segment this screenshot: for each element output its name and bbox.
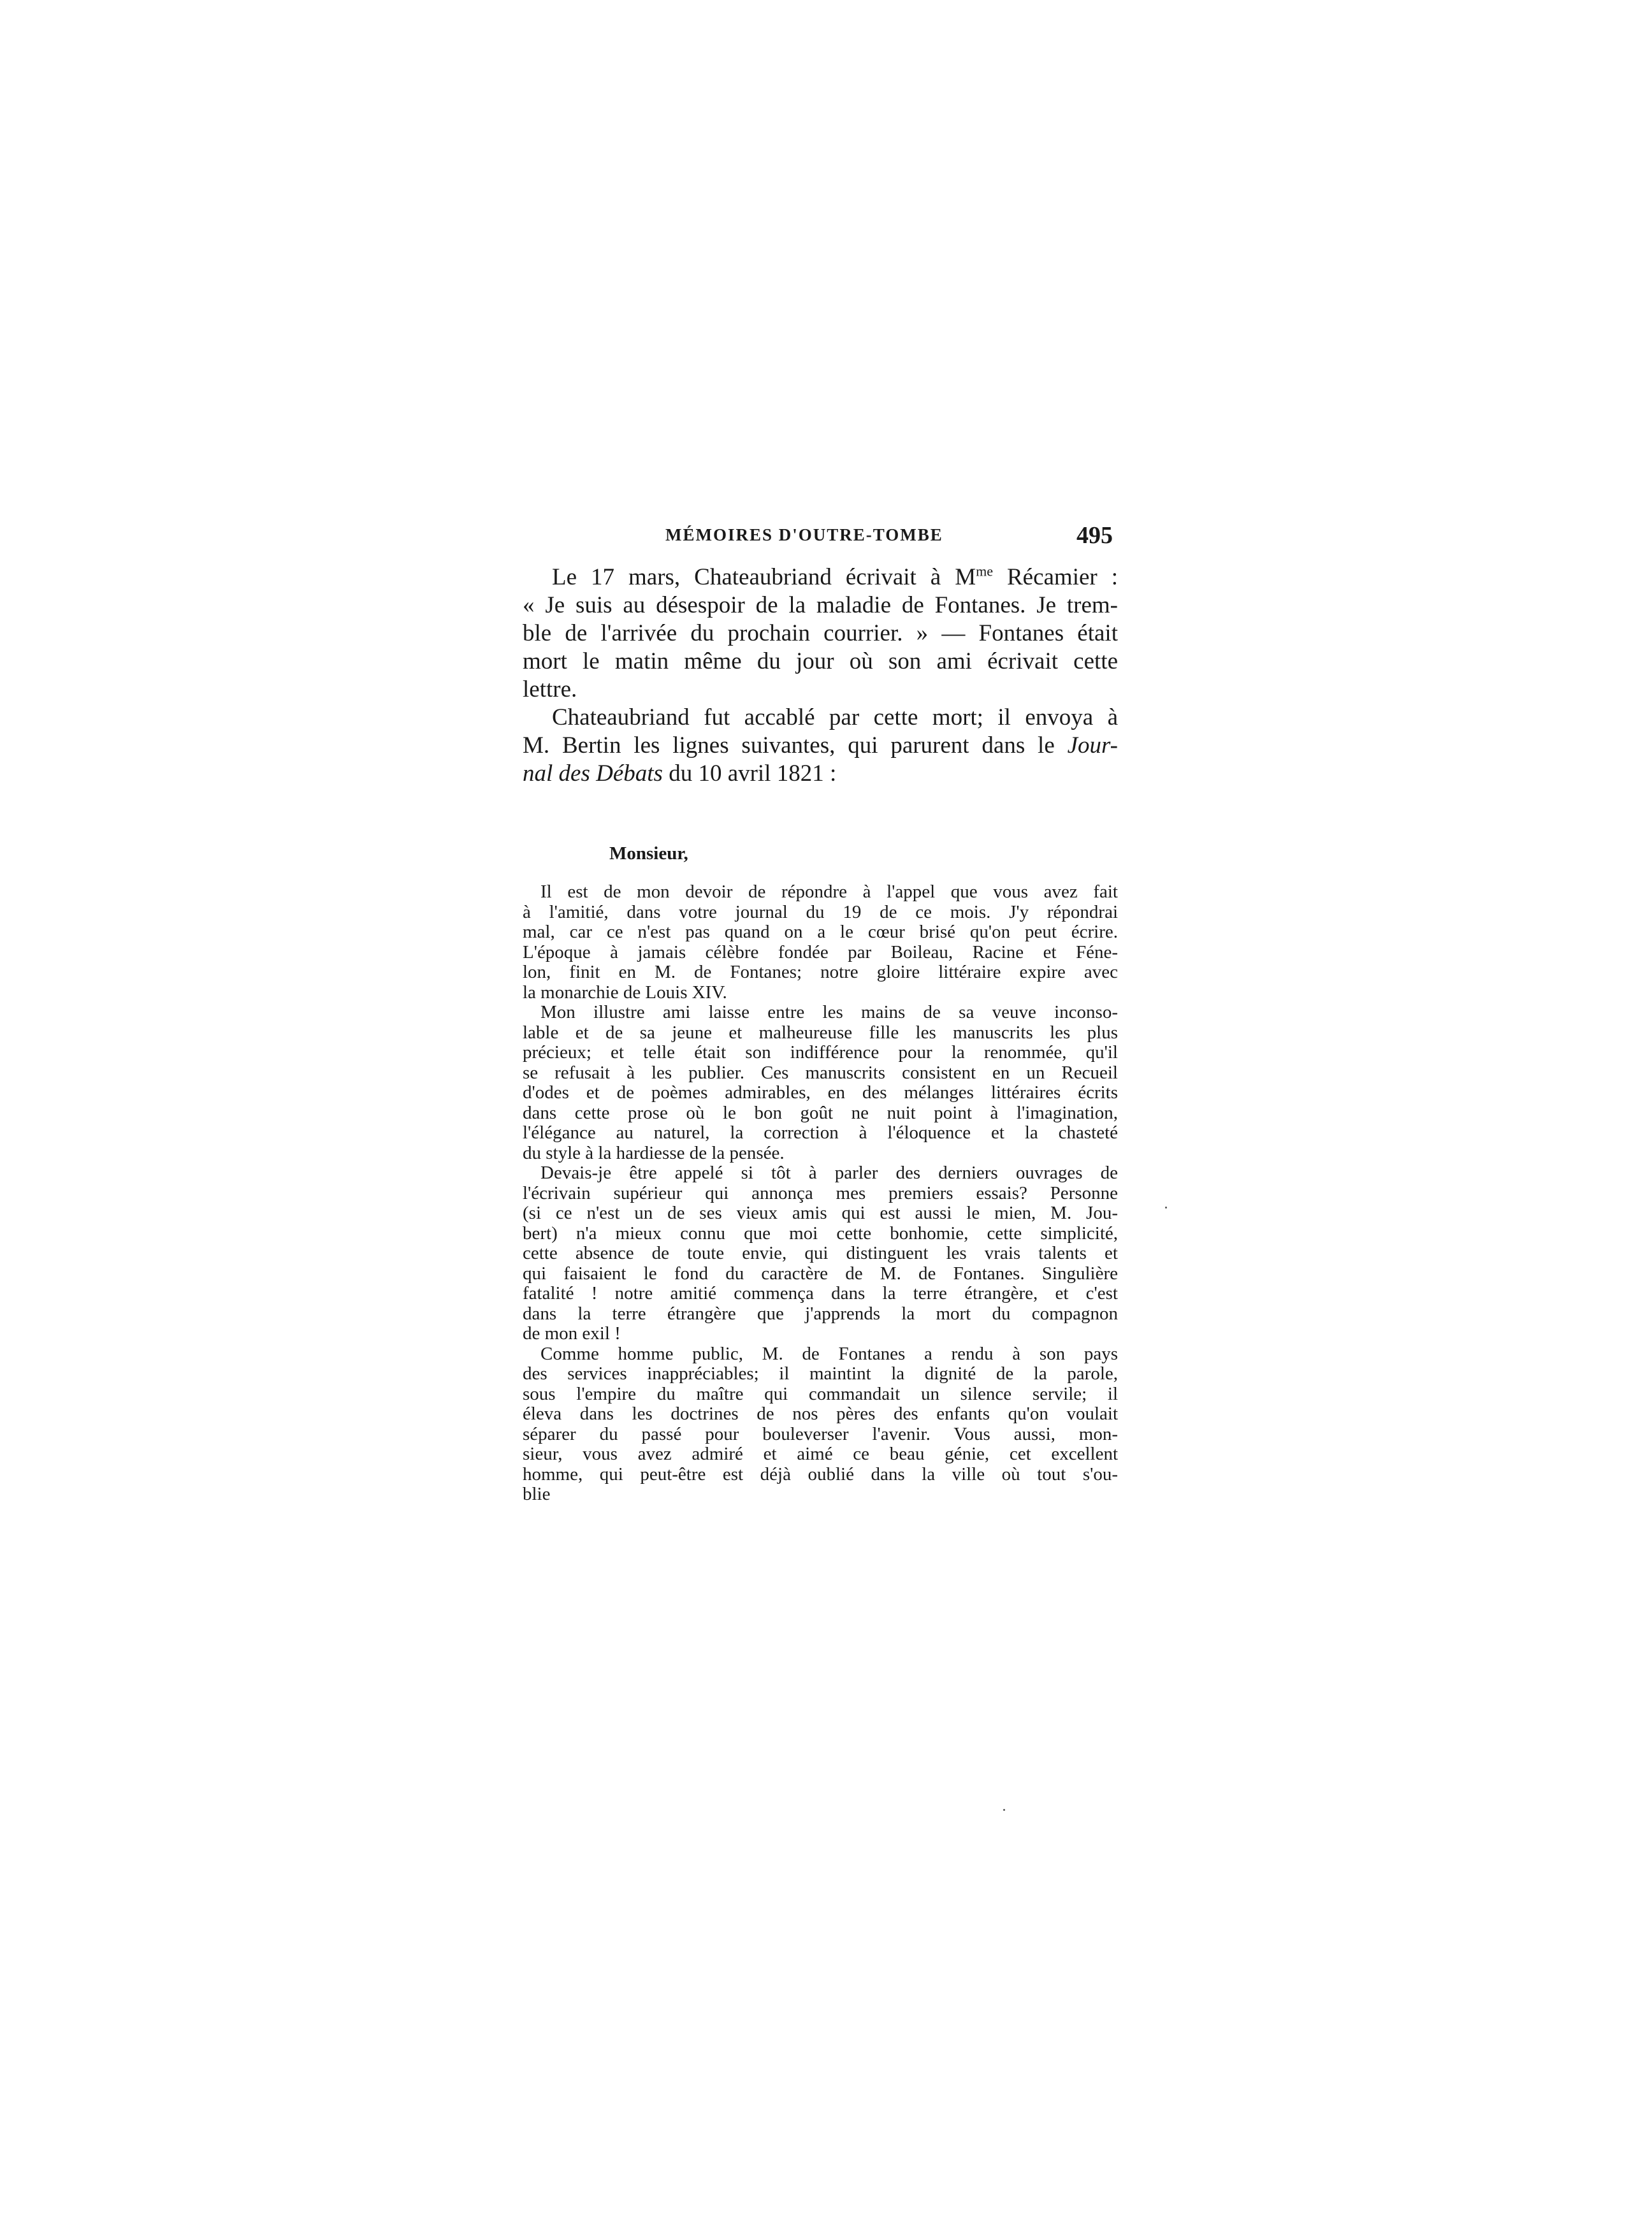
letter-line: Il est de mon devoir de répondre à l'appel que vous avez fait: [540, 882, 1118, 902]
letter-paragraph: [523, 882, 1118, 1003]
letter-line: l'élégance au naturel, la correction à l'éloquence et la chasteté: [523, 1122, 1118, 1143]
letter-line: L'époque à jamais célèbre fondée par Boileau, Racine et Féne-: [523, 941, 1118, 962]
letter-paragraph: [523, 1163, 1118, 1344]
letter-line: dans cette prose où le bon goût ne nuit point à l'imagination,: [523, 1102, 1118, 1123]
intro-paragraph-2: [523, 704, 1118, 788]
text-line: ble de l'arrivée du prochain courrier. » — Fontanes était: [523, 620, 1118, 646]
letter-line: l'écrivain supérieur qui annonça mes premiers essais? Personne: [523, 1182, 1118, 1203]
letter-line: du style à la hardiesse de la pensée.: [523, 1142, 785, 1163]
journal-title-part-1: Jour-: [1067, 732, 1118, 759]
letter-line: lon, finit en M. de Fontanes; notre gloire littéraire expire avec: [523, 962, 1118, 982]
letter-line: sieur, vous avez admiré et aimé ce beau génie, cet excellent: [523, 1444, 1118, 1464]
letter-line: dans la terre étrangère que j'apprends la mort du compagnon: [523, 1303, 1118, 1324]
text-line: Chateaubriand fut accablé par cette mort; il envoya à: [552, 704, 1118, 730]
text-line: mort le matin même du jour où son ami écrivait cette: [523, 648, 1118, 674]
running-head: MÉMOIRES D'OUTRE-TOMBE: [665, 525, 943, 544]
letter-line: mal, car ce n'est pas quand on a le cœur brisé qu'on peut écrire.: [523, 922, 1118, 942]
letter-line: fatalité ! notre amitié commença dans la terre étrangère, et c'est: [523, 1283, 1118, 1303]
letter-line: (si ce n'est un de ses vieux amis qui est aussi le mien, M. Jou-: [523, 1203, 1118, 1223]
letter-line: sous l'empire du maître qui commandait un silence servile; il: [523, 1383, 1118, 1404]
letter-line: cette absence de toute envie, qui distinguent les vrais talents et: [523, 1243, 1118, 1263]
letter-line: éleva dans les doctrines de nos pères des enfants qu'on voulait: [523, 1404, 1118, 1424]
letter-body: [523, 882, 1118, 1505]
intro-text: [523, 563, 1118, 788]
letter-salutation: Monsieur,: [609, 843, 688, 864]
text-line: M. Bertin les lignes suivantes, qui parurent dans le Jour-: [523, 732, 1118, 759]
letter-line: Comme homme public, M. de Fontanes a rendu à son pays: [540, 1343, 1118, 1364]
text-line: Le 17 mars, Chateaubriand écrivait à $M^{me}$ Récamier :: [552, 563, 1118, 590]
superscript-me: me: [976, 563, 993, 579]
letter-line: lable et de sa jeune et malheureuse fille les manuscrits les plus: [523, 1022, 1118, 1043]
text-line: lettre.: [523, 676, 577, 702]
letter-line: blie: [523, 1484, 551, 1504]
letter-line: à l'amitié, dans votre journal du 19 de ce mois. J'y répondrai: [523, 901, 1118, 922]
intro-paragraph-1: [523, 563, 1118, 704]
journal-title-part-2: nal des Débats: [523, 760, 663, 787]
letter-line: séparer du passé pour bouleverser l'avenir. Vous aussi, mon-: [523, 1423, 1118, 1444]
letter-paragraph: [523, 1003, 1118, 1163]
letter-line: homme, qui peut-être est déjà oublié dans la ville où tout s'ou-: [523, 1463, 1118, 1485]
text-line: nal des Débats du 10 avril 1821 :: [523, 760, 837, 787]
letter-line: Mon illustre ami laisse entre les mains de sa veuve inconso-: [540, 1002, 1118, 1022]
letter-line: qui faisaient le fond du caractère de M. de Fontanes. Singulière: [523, 1263, 1118, 1284]
letter-line: se refusait à les publier. Ces manuscrits consistent en un Recueil: [523, 1062, 1118, 1083]
page-header: [523, 521, 1118, 552]
letter-line: des services inappréciables; il maintint la dignité de la parole,: [523, 1363, 1118, 1384]
letter-paragraph: [523, 1344, 1118, 1505]
letter-line: d'odes et de poèmes admirables, en des mélanges littéraires écrits: [523, 1082, 1118, 1103]
letter-line: Devais-je être appelé si tôt à parler des derniers ouvrages de: [540, 1163, 1118, 1183]
scan-speck: [1165, 1207, 1167, 1209]
letter-line: précieux; et telle était son indifférence pour la renommée, qu'il: [523, 1042, 1118, 1063]
letter-line: la monarchie de Louis XIV.: [523, 982, 727, 1003]
letter-line: de mon exil !: [523, 1323, 621, 1344]
page-number: 495: [1076, 522, 1113, 549]
letter-line: bert) n'a mieux connu que moi cette bonhomie, cette simplicité,: [523, 1223, 1118, 1244]
scan-speck: [1003, 1809, 1005, 1811]
text-line: « Je suis au désespoir de la maladie de Fontanes. Je trem-: [523, 592, 1118, 618]
